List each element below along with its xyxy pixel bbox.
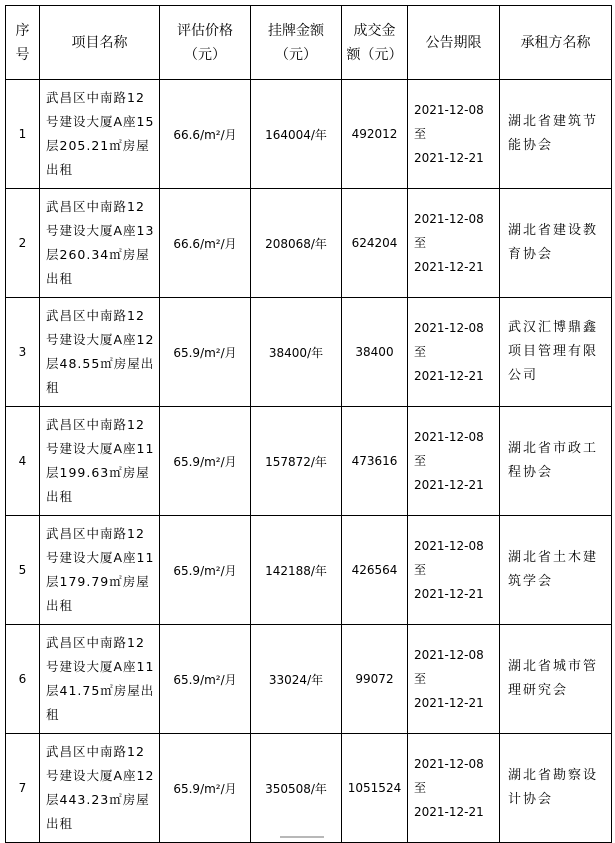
- header-deal-amount-line: 额（元）: [346, 46, 403, 63]
- cell-project-name: 武昌区中南路12号建设大厦A座12层443.23㎡房屋出租: [40, 734, 160, 843]
- cell-tenant-name: 武汉汇博鼎鑫项目管理有限公司: [500, 298, 612, 407]
- header-row: [6, 6, 612, 80]
- cell-notice-period: [408, 625, 500, 734]
- cell-listing-amount: 38400/年: [251, 298, 342, 407]
- period-end: 2021-12-21: [414, 151, 484, 165]
- cell-tenant-name: 湖北省城市管理研究会: [500, 625, 612, 734]
- period-to: 至: [414, 781, 427, 795]
- cell-assessed-price: 65.9/m²/月: [160, 407, 251, 516]
- cell-deal-amount: 99072: [342, 625, 408, 734]
- cell-assessed-price: 65.9/m²/月: [160, 734, 251, 843]
- cell-notice-period: [408, 189, 500, 298]
- cell-index: 1: [6, 80, 40, 189]
- header-seq: [6, 6, 40, 80]
- cell-assessed-price: 65.9/m²/月: [160, 516, 251, 625]
- period-end: 2021-12-21: [414, 696, 484, 710]
- cell-project-name: 武昌区中南路12号建设大厦A座15层205.21㎡房屋出租: [40, 80, 160, 189]
- page-footer-mark: [280, 836, 324, 838]
- header-seq-line: 号: [15, 46, 30, 63]
- cell-index: 7: [6, 734, 40, 843]
- period-end: 2021-12-21: [414, 805, 484, 819]
- period-to: 至: [414, 563, 427, 577]
- header-tenant-name: [500, 6, 612, 80]
- cell-deal-amount: 38400: [342, 298, 408, 407]
- cell-project-name: 武昌区中南路12号建设大厦A座13层260.34㎡房屋出租: [40, 189, 160, 298]
- table-row: [6, 407, 612, 516]
- header-notice-period: [408, 6, 500, 80]
- cell-listing-amount: 142188/年: [251, 516, 342, 625]
- cell-assessed-price: 66.6/m²/月: [160, 189, 251, 298]
- period-to: 至: [414, 345, 427, 359]
- table-row: [6, 734, 612, 843]
- cell-assessed-price: 65.9/m²/月: [160, 625, 251, 734]
- header-listing-amount-line: （元）: [275, 46, 317, 63]
- table-row: [6, 516, 612, 625]
- cell-listing-amount: 33024/年: [251, 625, 342, 734]
- cell-index: 5: [6, 516, 40, 625]
- table-body: [6, 80, 612, 843]
- cell-notice-period: [408, 734, 500, 843]
- cell-index: 3: [6, 298, 40, 407]
- cell-tenant-name: 湖北省建筑节能协会: [500, 80, 612, 189]
- cell-deal-amount: 473616: [342, 407, 408, 516]
- table-row: [6, 625, 612, 734]
- header-notice-period-line: 公告期限: [425, 34, 482, 51]
- cell-project-name: 武昌区中南路12号建设大厦A座11层41.75㎡房屋出租: [40, 625, 160, 734]
- cell-listing-amount: 157872/年: [251, 407, 342, 516]
- cell-tenant-name: 湖北省土木建筑学会: [500, 516, 612, 625]
- cell-project-name: 武昌区中南路12号建设大厦A座11层179.79㎡房屋出租: [40, 516, 160, 625]
- header-project-name: [40, 6, 160, 80]
- period-start: 2021-12-08: [414, 103, 484, 117]
- header-listing-amount-line: 挂牌金额: [268, 22, 324, 39]
- header-listing-amount: [251, 6, 342, 80]
- cell-listing-amount: 164004/年: [251, 80, 342, 189]
- header-assessed-price-line: （元）: [184, 46, 226, 63]
- cell-tenant-name: 湖北省勘察设计协会: [500, 734, 612, 843]
- period-to: 至: [414, 127, 427, 141]
- period-start: 2021-12-08: [414, 539, 484, 553]
- cell-project-name: 武昌区中南路12号建设大厦A座11层199.63㎡房屋出租: [40, 407, 160, 516]
- period-to: 至: [414, 454, 427, 468]
- table-header: [6, 6, 612, 80]
- period-end: 2021-12-21: [414, 260, 484, 274]
- period-end: 2021-12-21: [414, 587, 484, 601]
- period-end: 2021-12-21: [414, 478, 484, 492]
- cell-deal-amount: 492012: [342, 80, 408, 189]
- cell-deal-amount: 624204: [342, 189, 408, 298]
- cell-assessed-price: 66.6/m²/月: [160, 80, 251, 189]
- cell-deal-amount: 1051524: [342, 734, 408, 843]
- cell-notice-period: [408, 516, 500, 625]
- period-start: 2021-12-08: [414, 430, 484, 444]
- period-start: 2021-12-08: [414, 648, 484, 662]
- table-row: [6, 189, 612, 298]
- table-row: [6, 80, 612, 189]
- header-assessed-price-line: 评估价格: [177, 22, 233, 39]
- lease-results-table: [5, 5, 612, 843]
- header-seq-line: 序: [15, 22, 30, 39]
- header-deal-amount-line: 成交金: [353, 22, 396, 39]
- table-row: [6, 298, 612, 407]
- header-project-name-line: 项目名称: [71, 34, 128, 51]
- header-assessed-price: [160, 6, 251, 80]
- cell-index: 6: [6, 625, 40, 734]
- cell-notice-period: [408, 298, 500, 407]
- cell-index: 4: [6, 407, 40, 516]
- period-to: 至: [414, 236, 427, 250]
- cell-project-name: 武昌区中南路12号建设大厦A座12层48.55㎡房屋出租: [40, 298, 160, 407]
- cell-tenant-name: 湖北省建设教育协会: [500, 189, 612, 298]
- header-deal-amount: [342, 6, 408, 80]
- period-start: 2021-12-08: [414, 212, 484, 226]
- cell-deal-amount: 426564: [342, 516, 408, 625]
- cell-notice-period: [408, 80, 500, 189]
- cell-index: 2: [6, 189, 40, 298]
- period-start: 2021-12-08: [414, 757, 484, 771]
- cell-listing-amount: 350508/年: [251, 734, 342, 843]
- cell-assessed-price: 65.9/m²/月: [160, 298, 251, 407]
- period-end: 2021-12-21: [414, 369, 484, 383]
- cell-listing-amount: 208068/年: [251, 189, 342, 298]
- cell-tenant-name: 湖北省市政工程协会: [500, 407, 612, 516]
- period-start: 2021-12-08: [414, 321, 484, 335]
- cell-notice-period: [408, 407, 500, 516]
- header-tenant-name-line: 承租方名称: [520, 34, 591, 51]
- period-to: 至: [414, 672, 427, 686]
